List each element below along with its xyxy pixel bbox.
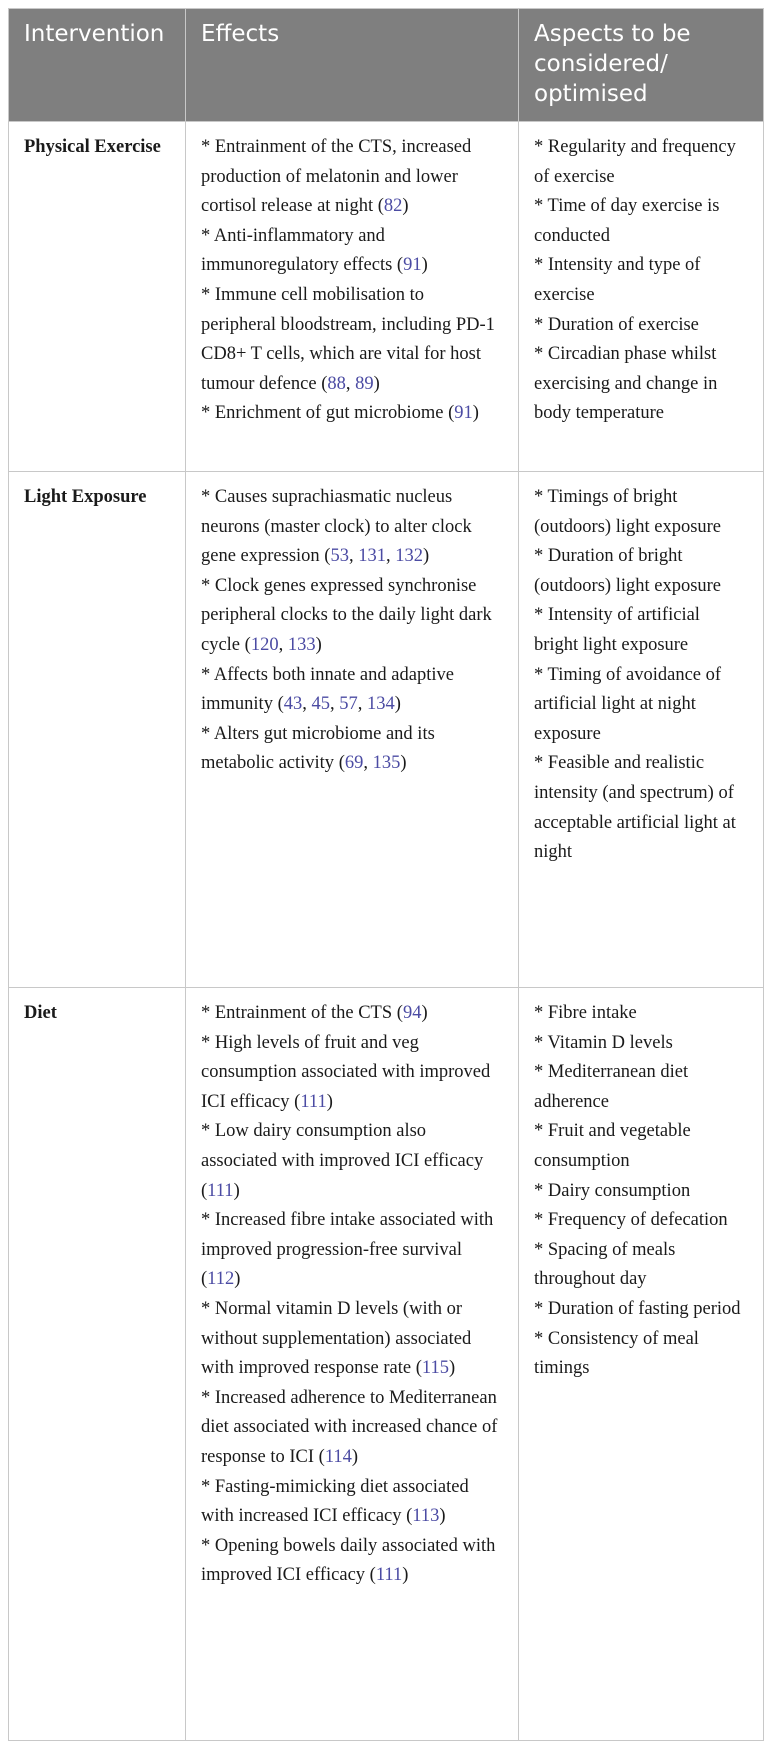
reference-link[interactable]: 111 xyxy=(375,1565,403,1586)
effect-item: * Enrichment of gut microbiome (91) xyxy=(201,403,479,424)
effect-item: * Immune cell mobilisation to peripheral bloodstream, including PD-1 CD8+ T cells, which are vital for host tumour defence (88, 89) xyxy=(201,284,495,394)
reference-link[interactable]: 133 xyxy=(287,634,316,655)
aspect-item: * Duration of bright (outdoors) light exposure xyxy=(534,546,722,596)
reference-link[interactable]: 111 xyxy=(207,1180,234,1201)
header-effects: Effects xyxy=(186,9,519,122)
effect-item: * Causes suprachiasmatic nucleus neurons (master clock) to alter clock gene expression (53, 131, 132) xyxy=(201,487,472,567)
aspects-cell xyxy=(519,472,764,988)
header-intervention: Intervention xyxy=(9,9,186,122)
table-row xyxy=(9,472,764,988)
reference-link[interactable]: 91 xyxy=(454,403,473,424)
effect-item: * High levels of fruit and veg consumption associated with improved ICI efficacy (111) xyxy=(201,1032,491,1112)
aspect-item: * Fruit and vegetable consumption xyxy=(534,1121,691,1171)
reference-link[interactable]: 53 xyxy=(330,546,349,567)
intervention-name: Diet xyxy=(9,988,186,1741)
aspect-item: * Intensity of artificial bright light exposure xyxy=(534,605,700,655)
aspect-item: * Regularity and frequency of exercise xyxy=(534,137,736,187)
effect-item: * Fasting-mimicking diet associated with increased ICI efficacy (113) xyxy=(201,1476,469,1527)
table-row xyxy=(9,988,764,1741)
aspect-item: * Intensity and type of exercise xyxy=(534,255,701,305)
aspects-cell xyxy=(519,988,764,1741)
aspect-item: * Spacing of meals throughout day xyxy=(534,1239,676,1290)
effect-item: * Increased adherence to Mediterranean diet associated with increased chance of response to ICI (114) xyxy=(201,1387,498,1467)
reference-link[interactable]: 114 xyxy=(324,1446,352,1467)
reference-link[interactable]: 112 xyxy=(207,1269,235,1290)
aspect-item: * Timing of avoidance of artificial light at night exposure xyxy=(534,664,722,744)
reference-link[interactable]: 69 xyxy=(344,753,364,774)
effect-item: * Alters gut microbiome and its metabolic activity (69, 135) xyxy=(201,723,435,774)
effect-item: * Opening bowels daily associated with improved ICI efficacy (111) xyxy=(201,1535,496,1586)
reference-link[interactable]: 57 xyxy=(339,694,358,715)
aspect-item: * Vitamin D levels xyxy=(534,1032,673,1053)
reference-link[interactable]: 132 xyxy=(395,546,423,567)
reference-link[interactable]: 88 xyxy=(327,373,346,394)
reference-link[interactable]: 113 xyxy=(412,1506,440,1527)
effect-item: * Entrainment of the CTS (94) xyxy=(201,1003,428,1023)
aspect-item: * Mediterranean diet adherence xyxy=(534,1062,689,1112)
effect-item: * Low dairy consumption also associated with improved ICI efficacy (111) xyxy=(201,1121,484,1201)
effect-item: * Normal vitamin D levels (with or without supplementation) associated with improved response rate (115) xyxy=(201,1298,472,1379)
aspect-item: * Time of day exercise is conducted xyxy=(534,196,720,246)
effect-item: * Affects both innate and adaptive immunity (43, 45, 57, 134) xyxy=(201,664,454,715)
aspect-item: * Consistency of meal timings xyxy=(534,1328,699,1379)
table-row xyxy=(9,122,764,472)
effect-item: * Increased fibre intake associated with improved progression-free survival (112) xyxy=(201,1210,494,1290)
aspect-item: * Duration of exercise xyxy=(534,314,699,335)
effects-cell xyxy=(186,988,519,1741)
reference-link[interactable]: 115 xyxy=(421,1358,449,1379)
reference-link[interactable]: 111 xyxy=(300,1091,327,1112)
aspect-item: * Feasible and realistic intensity (and spectrum) of acceptable artificial light at night xyxy=(534,753,736,863)
effects-cell xyxy=(186,122,519,472)
reference-link[interactable]: 43 xyxy=(283,694,303,715)
intervention-name: Light Exposure xyxy=(9,472,186,988)
reference-link[interactable]: 45 xyxy=(311,694,330,715)
reference-link[interactable]: 89 xyxy=(355,373,374,394)
aspect-item: * Dairy consumption xyxy=(534,1180,691,1201)
reference-link[interactable]: 82 xyxy=(383,196,403,217)
reference-link[interactable]: 91 xyxy=(403,255,422,276)
reference-link[interactable]: 134 xyxy=(367,694,395,715)
reference-link[interactable]: 131 xyxy=(358,546,386,567)
intervention-table xyxy=(8,8,764,1741)
effect-item: * Clock genes expressed synchronise peripheral clocks to the daily light dark cycle (120, 133) xyxy=(201,575,492,655)
aspects-cell xyxy=(519,122,764,472)
aspect-item: * Duration of fasting period xyxy=(534,1298,741,1319)
aspect-item: * Fibre intake xyxy=(534,1003,637,1023)
aspect-item: * Timings of bright (outdoors) light exposure xyxy=(534,487,722,537)
intervention-name: Physical Exercise xyxy=(9,122,186,472)
effects-cell xyxy=(186,472,519,988)
header-aspects: Aspects to be considered/ optimised xyxy=(519,9,764,122)
effect-item: * Entrainment of the CTS, increased production of melatonin and lower cortisol release at night (82) xyxy=(201,137,472,217)
aspect-item: * Circadian phase whilst exercising and change in body temperature xyxy=(534,344,718,424)
reference-link[interactable]: 94 xyxy=(402,1003,422,1023)
effect-item: * Anti-inflammatory and immunoregulatory effects (91) xyxy=(201,225,428,276)
header-row xyxy=(9,9,764,122)
aspect-item: * Frequency of defecation xyxy=(534,1210,728,1231)
reference-link[interactable]: 135 xyxy=(372,753,401,774)
reference-link[interactable]: 120 xyxy=(250,634,279,655)
